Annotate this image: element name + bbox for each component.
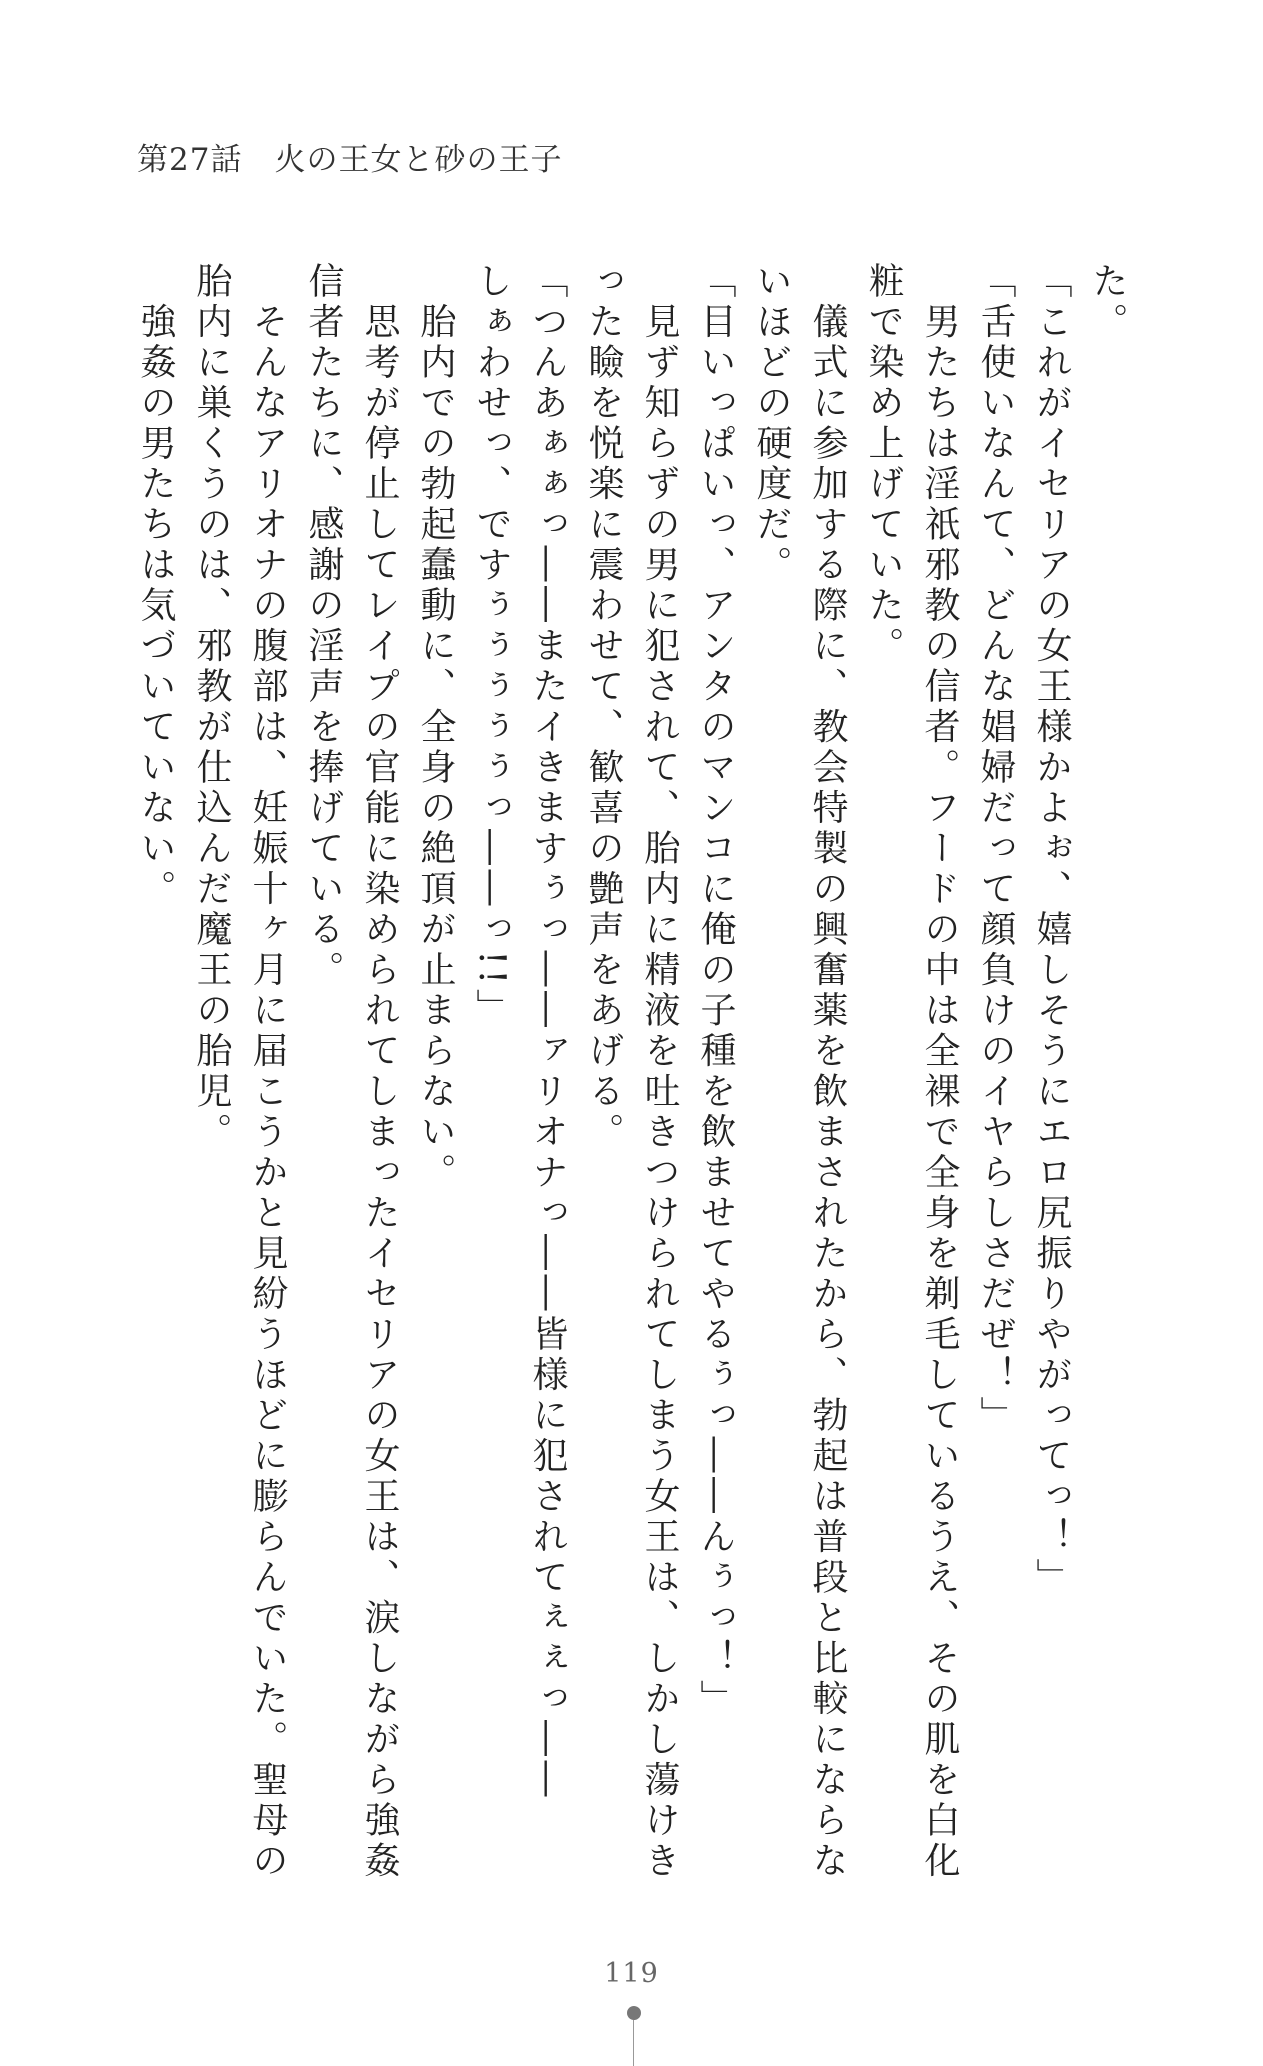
text-line: しぁわせっ、ですぅぅぅぅぅっ――っ!!」 <box>471 262 512 1029</box>
text-line: 強姦の男たちは気づいていない。 <box>135 262 176 910</box>
chapter-header: 第27話 火の王女と砂の王子 <box>137 142 563 178</box>
text-line: た。 <box>1087 262 1128 343</box>
text-line: 男たちは淫祇邪教の信者。フードの中は全裸で全身を剃毛しているうえ、その肌を白化 <box>919 262 960 1882</box>
text-line: いほどの硬度だ。 <box>751 262 792 586</box>
text-line: 「これがイセリアの女王様かよぉ、嬉しそうにエロ尻振りやがってっ！」 <box>1031 262 1072 1599</box>
footer-line-ornament <box>633 2020 634 2066</box>
text-line: 「舌使いなんて、どんな娼婦だって顔負けのイヤらしさだぜ！」 <box>975 262 1016 1437</box>
text-line: 見ず知らずの男に犯されて、胎内に精液を吐きつけられてしまう女王は、しかし蕩けき <box>639 262 680 1882</box>
text-line: った瞼を悦楽に震わせて、歓喜の艶声をあげる。 <box>583 262 624 1153</box>
text-line: 儀式に参加する際に、教会特製の興奮薬を飲まされたから、勃起は普段と比較にならな <box>807 262 848 1882</box>
page-number: 119 <box>604 1958 659 1989</box>
novel-body-text <box>127 262 1135 1882</box>
text-line: そんなアリオナの腹部は、妊娠十ヶ月に届こうかと見紛うほどに膨らんでいた。聖母の <box>247 262 288 1882</box>
text-line: 「つんあぁぁっ――またイきますぅっ――ァリオナっ――皆様に犯されてぇぇっ―― <box>527 262 568 1801</box>
text-line: 胎内での勃起蠢動に、全身の絶頂が止まらない。 <box>415 262 456 1194</box>
text-line: 胎内に巣くうのは、邪教が仕込んだ魔王の胎児。 <box>191 262 232 1153</box>
text-line: 信者たちに、感謝の淫声を捧げている。 <box>303 262 344 991</box>
footer-dot-ornament <box>627 2006 641 2020</box>
text-line: 粧で染め上げていた。 <box>863 262 904 667</box>
text-line: 思考が停止してレイプの官能に染められてしまったイセリアの女王は、涙しながら強姦 <box>359 262 400 1882</box>
page-footer <box>0 1958 1263 2066</box>
text-line: 「目いっぱいっ、アンタのマンコに俺の子種を飲ませてやるぅっ――んぅっ！」 <box>695 262 736 1720</box>
